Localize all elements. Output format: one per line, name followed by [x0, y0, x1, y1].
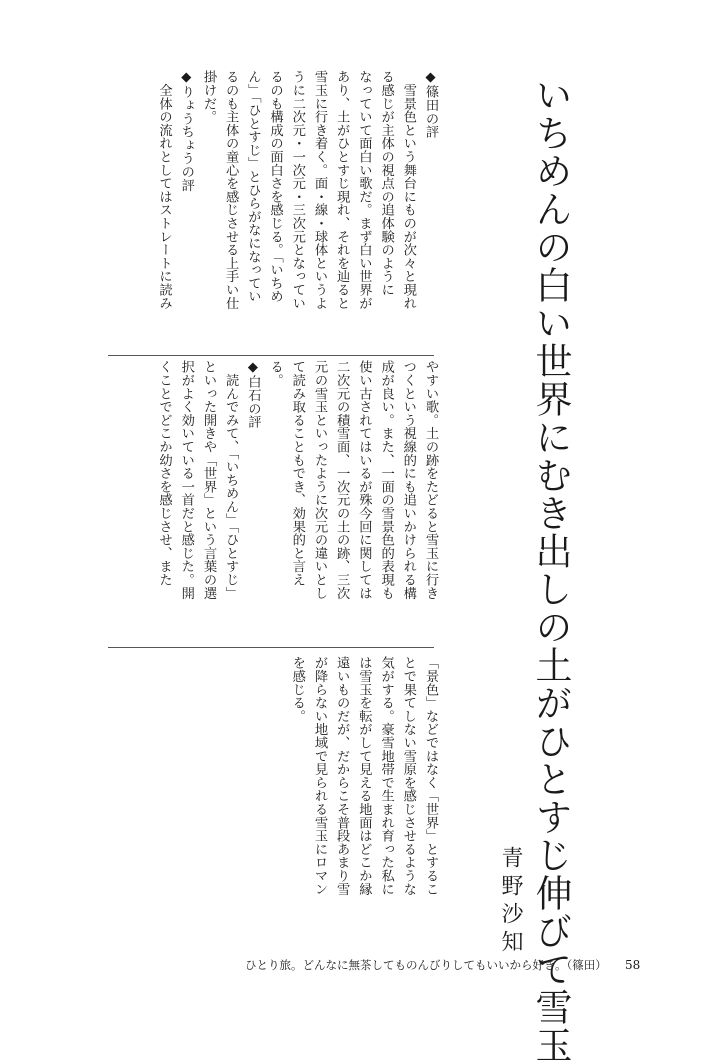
text-line: 成が良い。また、一面の雪景色的表現も — [378, 360, 394, 600]
text-line: を感じる。 — [289, 656, 305, 723]
text-line: 使い古されてはいるが殊今回に関しては — [356, 360, 372, 600]
text-line: といった開きや「世界」という言葉の選 — [200, 360, 216, 600]
text-line: て読み取ることもでき、効果的と言え — [289, 360, 305, 587]
text-line: あり、土がひとすじ現れ、それを辿ると — [334, 70, 350, 310]
text-line: ◆白石の評 — [245, 360, 261, 429]
author-name: 青野沙知 — [498, 846, 523, 958]
text-line: うに二次元・一次元・三次元となってい — [289, 70, 305, 310]
text-line: ◆りょうちょうの評 — [178, 70, 194, 192]
text-line: ん」「ひとすじ」とひらがなになってい — [245, 70, 261, 303]
text-line: 雪景色という舞台にものが次々と現れ — [400, 70, 416, 310]
critique-lower — [286, 656, 441, 938]
page-footer — [245, 958, 665, 972]
text-line: やすい歌。土の跡をたどると雪玉に行き — [423, 360, 438, 600]
text-line: る感じが主体の視点の追体験のように — [378, 70, 394, 297]
text-line: つくという視線的にも追いかけられる構 — [400, 360, 416, 600]
text-line: くことでどこか幼さを感じさせ、また — [156, 360, 172, 587]
poem-title: いちめんの白い世界にむき出しの土がひとすじ伸びて雪玉 — [529, 76, 572, 1064]
text-line: なっていて面白い歌だ。まず白い世界が — [356, 70, 372, 310]
text-line: 二次元の積雪面、一次元の土の跡、三次 — [334, 360, 350, 600]
section-divider — [108, 647, 434, 648]
text-line: 遠いものだが、だからこそ普段あまり雪 — [334, 656, 350, 896]
text-line: 択がよく効いている一首だと感じた。開 — [178, 360, 194, 600]
text-line: 「景色」などではなく「世界」とするこ — [423, 656, 438, 896]
section-divider — [108, 355, 434, 356]
text-line: 元の雪玉といったように次元の違いとし — [311, 360, 327, 600]
text-line: とで果てしない雪原を感じさせるような — [400, 656, 416, 896]
text-line: る。 — [267, 360, 283, 387]
footer-caption: ひとり旅。どんなに無茶してものんびりしてもいいから好き。（篠田） — [245, 958, 607, 972]
text-line: が降らない地域で見られる雪玉にロマン — [311, 656, 327, 896]
text-line: るのも構成の面白さを感じる。「いちめ — [267, 70, 283, 303]
critique-middle — [98, 360, 441, 638]
text-line: 全体の流れとしてはストレートに読み — [156, 70, 172, 310]
text-line: は雪玉を転がして見える地面はどこか縁 — [356, 656, 372, 896]
text-line: 雪玉に行き着く。面・線・球体というよ — [311, 70, 327, 310]
text-line: 読んでみて、「いちめん」「ひとすじ」 — [223, 360, 239, 600]
critique-upper — [98, 70, 441, 355]
page-number: 58 — [625, 958, 641, 972]
text-line: ◆篠田の評 — [423, 70, 438, 139]
text-line: 掛けだ。 — [200, 70, 216, 124]
text-line: 気がする。豪雪地帯で生まれ育った私に — [378, 656, 394, 896]
text-line: るのも主体の童心を感じさせる上手い仕 — [223, 70, 239, 310]
